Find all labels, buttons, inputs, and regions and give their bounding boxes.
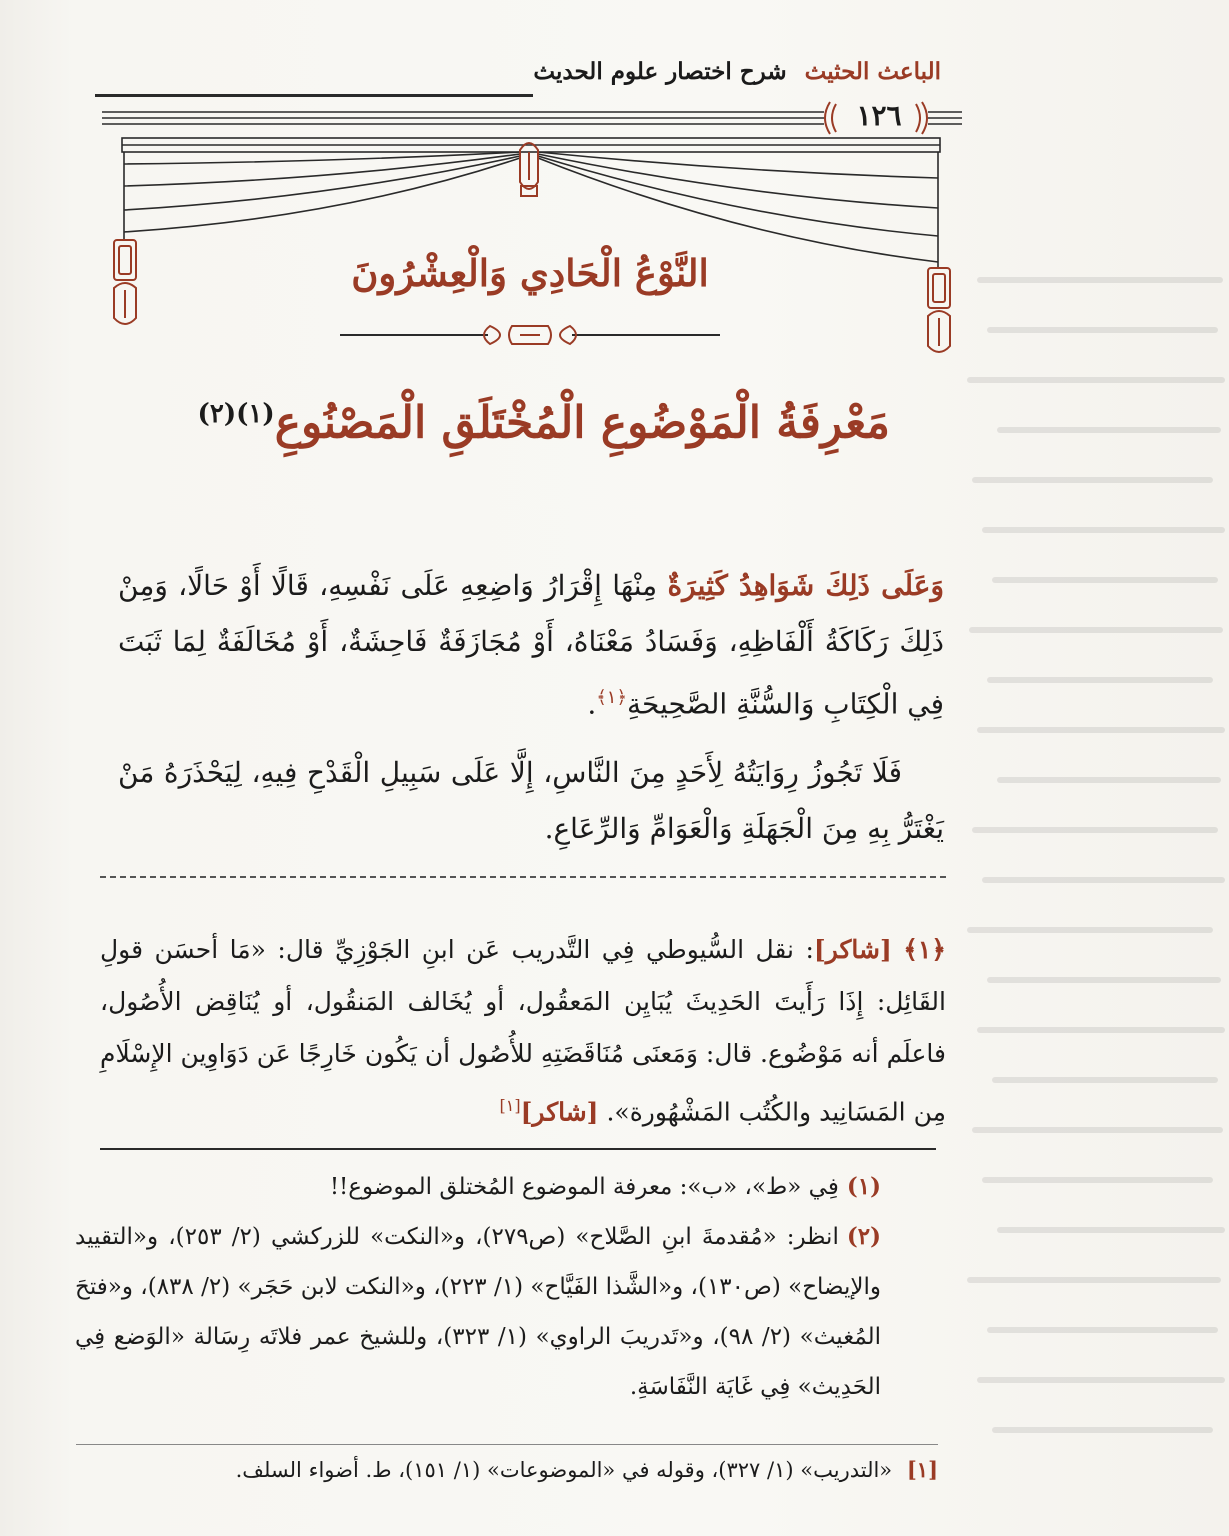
footnote-text: فِي «ط»، «ب»: معرفة الموضوع المُختلق الموضوع!!	[329, 1174, 839, 1200]
body-paragraph-1	[118, 558, 944, 732]
footnote-2	[75, 1212, 881, 1412]
page-show-through-texture	[960, 260, 1229, 1536]
commentary-author-tag: [شاكر]	[813, 935, 892, 964]
section-footnote-refs: (١)(٢)	[197, 399, 275, 429]
footnote-number: (٢)	[846, 1223, 881, 1250]
highlighted-phrase: وَعَلَى ذَلِكَ شَوَاهِدُ كَثِيرَةٌ	[667, 569, 944, 602]
title-divider-ornament	[340, 322, 720, 348]
section-title-text: مَعْرِفَةُ الْمَوْضُوعِ الْمُخْتَلَقِ الْمَصْنُوعِ	[274, 397, 890, 449]
commentary-text: : نقل السُّيوطي فِي التَّدريب عَن ابنِ الجَوْزِيِّ قال: «مَا أحسَن قولِ القَائِل: إِذَا رَأَيتَ الحَدِيثَ يُبَايِن المَعقُول، أو يُخَالف المَنقُول، أو يُنَاقِض الأُصُول، فاعلَم أنه مَوْضُوع. قال: وَمَعنَى مُنَاقَضَتِهِ للأُصُول أن يَكُون خَارِجًا عَن دَوَاوِين الإِسْلَامِ مِن المَسَانِيد والكُتُب المَشْهُورة».	[100, 935, 946, 1127]
running-header	[533, 58, 941, 98]
footnotes	[75, 1162, 881, 1412]
section-title	[197, 372, 890, 456]
bottom-note	[76, 1450, 938, 1490]
commentary-end-tag: [شاكر]	[520, 1097, 599, 1127]
commentary-number: ﴿١﴾	[903, 935, 947, 964]
commentary-separator	[100, 876, 946, 878]
commentary-note	[100, 924, 946, 1138]
body-paragraph-2	[118, 745, 944, 857]
book-subtitle: شرح اختصار علوم الحديث	[533, 58, 787, 85]
chapter-title: النَّوْعُ الْحَادِي وَالْعِشْرُونَ	[351, 251, 709, 295]
bottom-note-text: «التدريب» (١/ ٣٢٧)، وقوله في «الموضوعات» (١/ ١٥١)، ط. أضواء السلف.	[235, 1458, 893, 1482]
bottom-note-number: [١]	[906, 1457, 938, 1482]
footnote-1	[75, 1162, 881, 1212]
bottom-note-separator	[76, 1444, 938, 1445]
book-series-title: الباعث الحثيث	[804, 58, 941, 85]
footnote-number: (١)	[846, 1173, 881, 1200]
page-number: ١٢٦	[856, 99, 902, 132]
paragraph-end: .	[587, 687, 597, 721]
footnote-text: انظر: «مُقدمةَ ابنِ الصَّلاح» (ص٢٧٩)، و«النكت» للزركشي (٢/ ٢٥٣)، و«التقييد والإيضاح» (ص١٣٠)، و«الشَّذا الفَيَّاح» (١/ ٢٢٣)، و«النكت لابن حَجَر» (٢/ ٨٣٨)، و«فتحَ المُغيث» (٢/ ٩٨)، و«تَدريبَ الراوي» (١/ ٣٢٣)، وللشيخ عمر فلاتَه رِسَالة «الوَضع فِي الحَدِيث» فِي غَايَة النَّفَاسَةِ.	[75, 1224, 882, 1400]
commentary-end-ref: [١]	[499, 1096, 521, 1115]
paragraph-text: فَلَا تَجُوزُ رِوَايَتُهُ لِأَحَدٍ مِنَ النَّاسِ، إِلَّا عَلَى سَبِيلِ الْقَدْحِ فِيهِ، لِيَحْذَرَهُ مَنْ يَغْتَرُّ بِهِ مِنَ الْجَهَلَةِ وَالْعَوَامِّ وَالرِّعَاعِ.	[118, 756, 944, 845]
footnote-separator	[100, 1148, 936, 1150]
commentary-marker: ﴿١﴾	[596, 687, 627, 708]
header-rule	[95, 94, 533, 97]
paragraph-text: مِنْهَا إِقْرَارُ وَاضِعِهِ عَلَى نَفْسِهِ، قَالًا أَوْ حَالًا، وَمِنْ ذَلِكَ رَكَاكَةُ أَلْفَاظِهِ، وَفَسَادُ مَعْنَاهُ، أَوْ مُجَازَفَةٌ فَاحِشَةٌ، أَوْ مُخَالَفَةٌ لِمَا ثَبَتَ فِي الْكِتَابِ وَالسُّنَّةِ الصَّحِيحَةِ	[118, 569, 944, 721]
